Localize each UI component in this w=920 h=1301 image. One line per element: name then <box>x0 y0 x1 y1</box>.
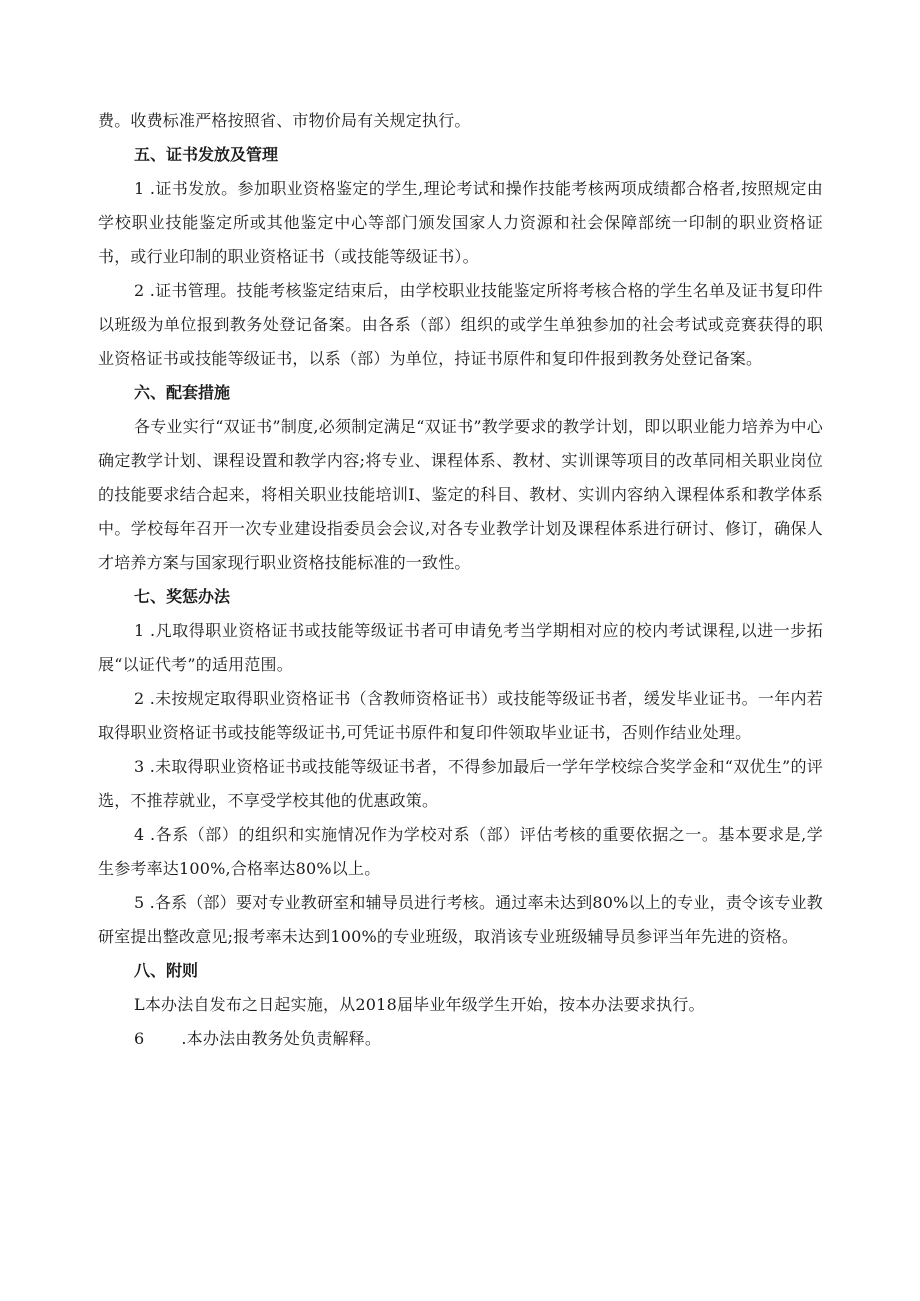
section-heading-8: 八、附则 <box>134 961 199 980</box>
section-heading-5: 五、证书发放及管理 <box>134 145 279 164</box>
paragraph-reward-4: 4 .各系（部）的组织和实施情况作为学校对系（部）评估考核的重要依据之一。基本要求是,学生参考率达100%,合格率达80%以上。 <box>98 825 823 878</box>
paragraph-reward-1: 1 .凡取得职业资格证书或技能等级证书者可申请免考当学期相对应的校内考试课程,以进一步拓展“以证代考”的适用范围。 <box>98 621 823 674</box>
paragraph-reward-3: 3 .未取得职业资格证书或技能等级证书者，不得参加最后一学年学校综合奖学金和“双优生”的评选，不推荐就业，不享受学校其他的优惠政策。 <box>98 757 823 810</box>
paragraph-reward-5: 5 .各系（部）要对专业教研室和辅导员进行考核。通过率未达到80%以上的专业，责令该专业教研室提出整改意见;报考率未达到100%的专业班级，取消该专业班级辅导员参评当年先进的资格。 <box>98 893 823 946</box>
document-page <box>98 104 823 1056</box>
paragraph-certificate-issue: 1 .证书发放。参加职业资格鉴定的学生,理论考试和操作技能考核两项成绩都合格者,按照规定由学校职业技能鉴定所或其他鉴定中心等部门颁发国家人力资源和社会保障部统一印制的职业资格证书，或行业印制的职业资格证书（或技能等级证书）。 <box>98 179 823 266</box>
paragraph-certificate-management: 2 .证书管理。技能考核鉴定结束后，由学校职业技能鉴定所将考核合格的学生名单及证书复印件以班级为单位报到教务处登记备案。由各系（部）组织的或学生单独参加的社会考试或竞赛获得的职业资格证书或技能等级证书，以系（部）为单位，持证书原件和复印件报到教务处登记备案。 <box>98 281 823 368</box>
paragraph-reward-2: 2 .未按规定取得职业资格证书（含教师资格证书）或技能等级证书者，缓发毕业证书。一年内若取得职业资格证书或技能等级证书,可凭证书原件和复印件领取毕业证书，否则作结业处理。 <box>98 689 823 742</box>
paragraph-supporting-measures: 各专业实行“双证书”制度,必须制定满足“双证书”教学要求的教学计划，即以职业能力培养为中心确定教学计划、课程设置和教学内容;将专业、课程体系、教材、实训课等项目的改革同相关职业岗位的技能要求结合起来，将相关职业技能培训I、鉴定的科目、教材、实训内容纳入课程体系和教学体系中。学校每年召开一次专业建设指委员会会议,对各专业教学计划及课程体系进行研讨、修订，确保人才培养方案与国家现行职业资格技能标准的一致性。 <box>98 417 823 572</box>
section-heading-7: 七、奖惩办法 <box>134 587 231 606</box>
paragraph-appendix-2: 6 .本办法由教务处负责解释。 <box>134 1029 382 1048</box>
paragraph-fee-standard: 费。收费标准严格按照省、市物价局有关规定执行。 <box>98 111 471 130</box>
section-heading-6: 六、配套措施 <box>134 383 231 402</box>
paragraph-appendix-1: L本办法自发布之日起实施，从2018届毕业年级学生开始，按本办法要求执行。 <box>134 995 705 1014</box>
